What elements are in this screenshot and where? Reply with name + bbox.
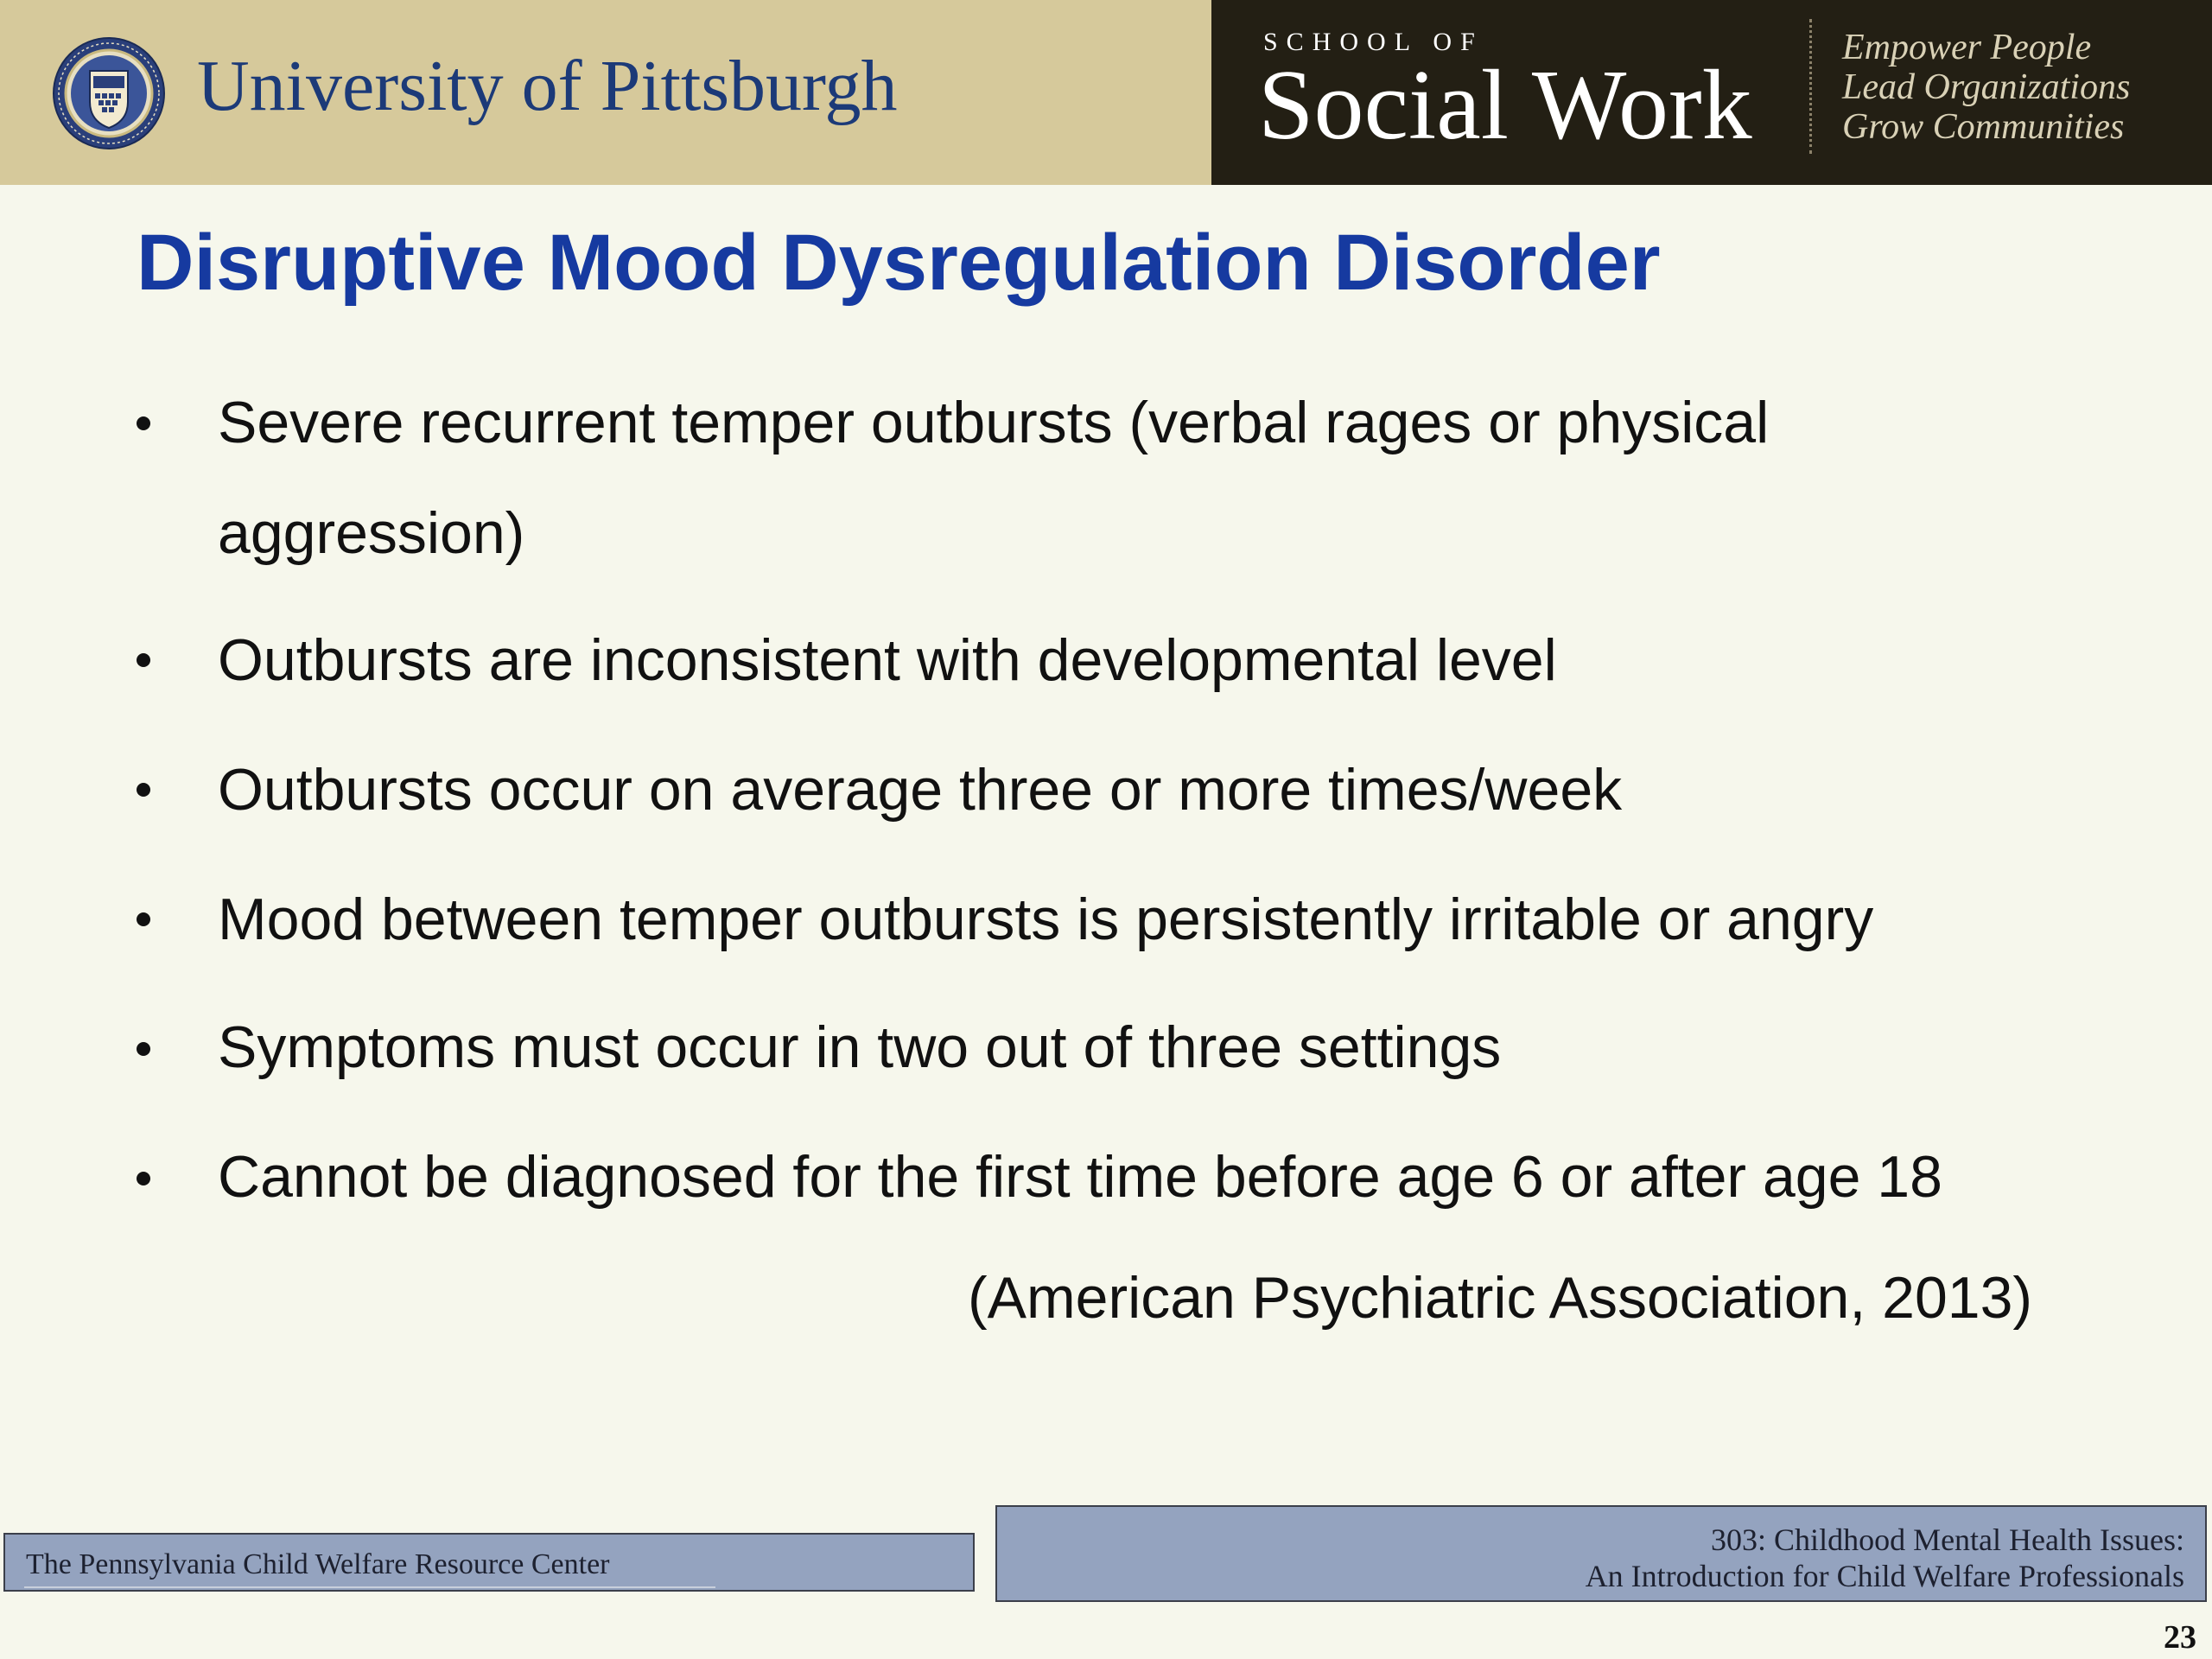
- bullet-item-2: Outbursts are inconsistent with developmental level: [218, 627, 1557, 693]
- school-of-label: SCHOOL OF: [1263, 28, 1484, 56]
- bullet-item-5: Symptoms must occur in two out of three settings: [218, 1014, 1502, 1080]
- bullet-item-3: Outbursts occur on average three or more times/week: [218, 757, 1623, 823]
- course-title-line-1: 303: Childhood Mental Health Issues:: [1711, 1522, 2184, 1557]
- bullet-dot: [137, 912, 150, 926]
- bullet-dot: [137, 416, 150, 430]
- footer-right-box: [995, 1505, 2207, 1602]
- bullet-dot: [137, 783, 150, 797]
- school-name: Social Work: [1258, 50, 1752, 161]
- bullet-dot: [137, 653, 150, 667]
- footer-underline: [24, 1586, 715, 1588]
- page-number: 23: [2164, 1619, 2196, 1656]
- tagline-grow: Grow Communities: [1842, 107, 2125, 147]
- citation: (American Psychiatric Association, 2013): [968, 1265, 2033, 1331]
- tagline-lead: Lead Organizations: [1842, 67, 2131, 107]
- bullet-dot: [137, 1172, 150, 1185]
- course-title-line-2: An Introduction for Child Welfare Professionals: [1585, 1559, 2184, 1593]
- bullet-dot: [137, 1042, 150, 1056]
- footer-left-box: [3, 1533, 975, 1592]
- slide-title: Disruptive Mood Dysregulation Disorder: [137, 219, 1661, 307]
- resource-center-label: The Pennsylvania Child Welfare Resource Center: [26, 1548, 610, 1580]
- bullet-item-6: Cannot be diagnosed for the first time before age 6 or after age 18: [218, 1144, 1942, 1210]
- university-name: University of Pittsburgh: [197, 46, 898, 126]
- tagline-empower: Empower People: [1842, 28, 2092, 67]
- bullet-item-4: Mood between temper outbursts is persistently irritable or angry: [218, 887, 1874, 952]
- bullet-item-1: Severe recurrent temper outbursts (verbal rages or physical aggression): [218, 390, 1770, 566]
